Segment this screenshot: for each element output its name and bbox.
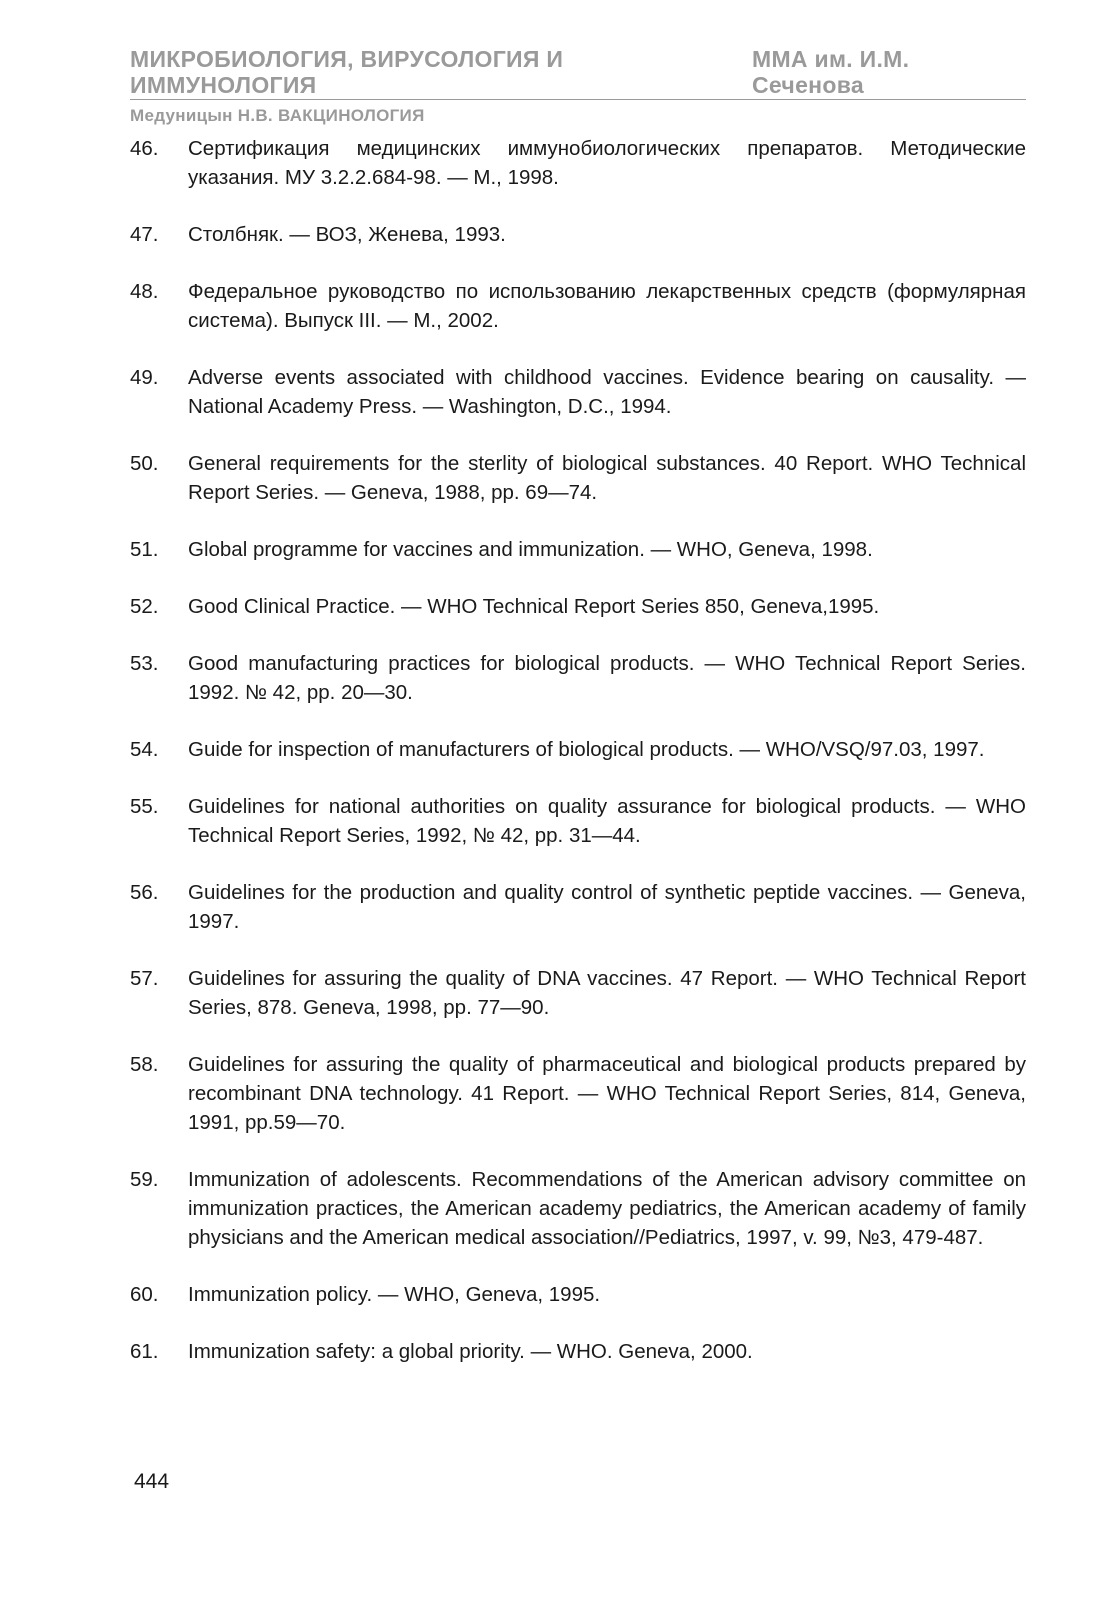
reference-text: Guidelines for assuring the quality of DNA vaccines. 47 Report. — WHO Technical Report Series, 878. Geneva, 1998, pp. 77—90. — [188, 967, 1026, 1019]
reference-text: Immunization safety: a global priority. — WHO. Geneva, 2000. — [188, 1340, 753, 1363]
reference-number: 55. — [130, 795, 159, 818]
reference-item — [130, 735, 1026, 764]
reference-item — [130, 363, 1026, 421]
reference-text: Guidelines for assuring the quality of pharmaceutical and biological products prepared by recombinant DNA technology. 41 Report. — WHO Technical Report Series, 814, Geneva, 1991, pp.59—70. — [188, 1053, 1026, 1134]
reference-number: 48. — [130, 280, 159, 303]
reference-text: General requirements for the sterlity of biological substances. 40 Report. WHO Technical Report Series. — Geneva, 1988, pp. 69—74. — [188, 452, 1026, 504]
reference-number: 46. — [130, 137, 159, 160]
reference-number: 59. — [130, 1168, 159, 1191]
reference-text: Guidelines for national authorities on quality assurance for biological products. — WHO Technical Report Series, 1992, № 42, pp. 31—44. — [188, 795, 1026, 847]
reference-item — [130, 220, 1026, 249]
reference-text: Immunization of adolescents. Recommendations of the American advisory committee on immunization practices, the American academy pediatrics, the American academy of family physicians and the American medical association//Pediatrics, 1997, v. 99, №3, 479-487. — [188, 1168, 1026, 1249]
reference-number: 58. — [130, 1053, 159, 1076]
reference-text: Федеральное руководство по использованию лекарственных средств (формулярная система). Выпуск III. — М., 2002. — [188, 280, 1026, 332]
reference-item — [130, 1165, 1026, 1252]
reference-text: Сертификация медицинских иммунобиологических препаратов. Методические указания. МУ 3.2.2.684-98. — М., 1998. — [188, 137, 1026, 189]
reference-item — [130, 1337, 1026, 1366]
reference-text: Good Clinical Practice. — WHO Technical Report Series 850, Geneva,1995. — [188, 595, 880, 618]
reference-number: 60. — [130, 1283, 159, 1306]
reference-item — [130, 134, 1026, 192]
header-subject-title: МИКРОБИОЛОГИЯ, ВИРУСОЛОГИЯ И ИММУНОЛОГИЯ — [130, 46, 564, 98]
reference-item — [130, 649, 1026, 707]
reference-text: Immunization policy. — WHO, Geneva, 1995. — [188, 1283, 601, 1306]
reference-item — [130, 535, 1026, 564]
header-title-row — [130, 46, 1026, 100]
reference-number: 61. — [130, 1340, 159, 1363]
reference-item — [130, 964, 1026, 1022]
reference-item — [130, 1280, 1026, 1309]
page-number: 444 — [134, 1470, 170, 1493]
reference-text: Global programme for vaccines and immunization. — WHO, Geneva, 1998. — [188, 538, 873, 561]
reference-text: Guide for inspection of manufacturers of biological products. — WHO/VSQ/97.03, 1997. — [188, 738, 985, 761]
reference-item — [130, 792, 1026, 850]
reference-text: Good manufacturing practices for biological products. — WHO Technical Report Series. 1992. № 42, pp. 20—30. — [188, 652, 1026, 704]
running-header — [130, 46, 1026, 126]
reference-number: 57. — [130, 967, 159, 990]
reference-text: Столбняк. — ВОЗ, Женева, 1993. — [188, 223, 506, 246]
header-institution: ММА им. И.М. Сеченова — [752, 46, 910, 98]
reference-number: 49. — [130, 366, 159, 389]
reference-item — [130, 878, 1026, 936]
reference-number: 54. — [130, 738, 159, 761]
reference-item — [130, 592, 1026, 621]
reference-number: 47. — [130, 223, 159, 246]
reference-text: Guidelines for the production and quality control of synthetic peptide vaccines. — Geneva, 1997. — [188, 881, 1026, 933]
reference-number: 50. — [130, 452, 159, 475]
header-book-title: Медуницын Н.В. ВАКЦИНОЛОГИЯ — [130, 106, 425, 125]
reference-item — [130, 449, 1026, 507]
reference-number: 53. — [130, 652, 159, 675]
reference-text: Adverse events associated with childhood vaccines. Evidence bearing on causality. — National Academy Press. — Washington, D.C., 1994. — [188, 366, 1026, 418]
reference-number: 51. — [130, 538, 159, 561]
reference-list — [130, 134, 1026, 1394]
reference-number: 56. — [130, 881, 159, 904]
reference-item — [130, 277, 1026, 335]
reference-item — [130, 1050, 1026, 1137]
reference-number: 52. — [130, 595, 159, 618]
